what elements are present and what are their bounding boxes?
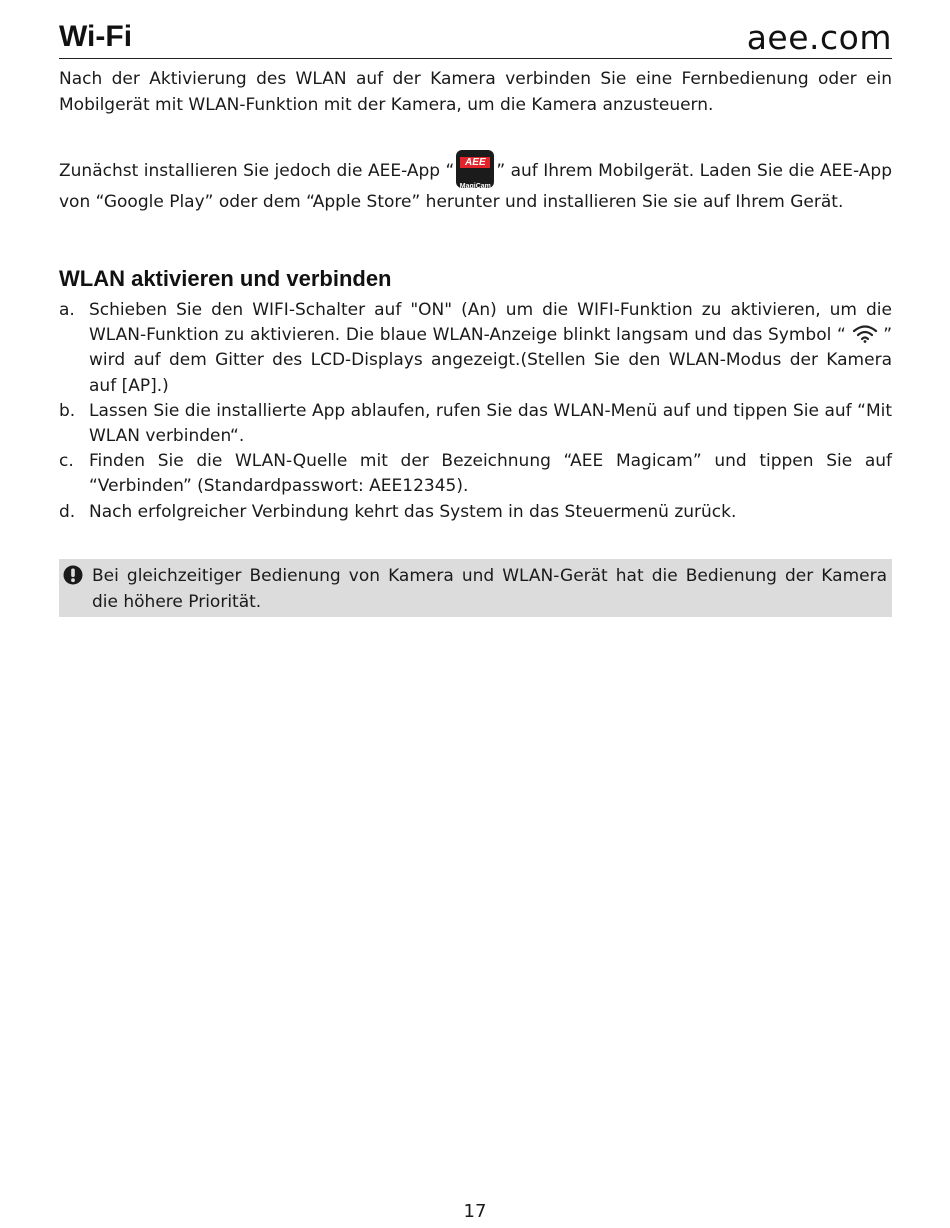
intro-paragraph: Nach der Aktivierung des WLAN auf der Kamera verbinden Sie eine Fernbedienung oder ein Mobilgerät mit WLAN-Funktion mit der Kamera, um die Kamera anzusteuern. [59, 69, 892, 115]
note-text: Bei gleichzeitiger Bedienung von Kamera und WLAN-Gerät hat die Bedienung der Kamera die höhere Priorität. [92, 566, 887, 612]
page-header [59, 18, 892, 59]
step-marker: a. [59, 300, 75, 320]
app-icon-subtitle: MagiCam [459, 183, 491, 190]
step-text-before: Schieben Sie den WIFI-Schalter auf "ON" (An) um die WIFI-Funktion zu aktivieren, um die WLAN-Funktion zu aktivieren. Die blaue WLAN-Anzeige blinkt langsam und das Symbol “ [89, 300, 892, 346]
step-a [59, 298, 892, 399]
step-c [59, 449, 892, 499]
wifi-icon [852, 325, 878, 343]
install-paragraph [59, 150, 892, 217]
step-text: Finden Sie die WLAN-Quelle mit der Bezeichnung “AEE Magicam” und tippen Sie auf “Verbinden” (Standardpasswort: AEE12345). [89, 451, 892, 497]
page-title: Wi-Fi [59, 20, 133, 53]
step-d [59, 500, 892, 525]
page-number: 17 [463, 1201, 487, 1222]
steps-list [59, 298, 892, 525]
step-b [59, 399, 892, 449]
install-text-before: Zunächst installieren Sie jedoch die AEE-App “ [59, 161, 455, 181]
app-icon-brand: AEE [460, 157, 490, 168]
step-text: Nach erfolgreicher Verbindung kehrt das System in das Steuermenü zurück. [89, 501, 737, 522]
step-marker: b. [59, 400, 76, 421]
step-marker: c. [59, 451, 74, 472]
priority-note [59, 559, 892, 617]
step-text-after: ” wird auf dem Gitter des LCD-Displays angezeigt.(Stellen Sie den WLAN-Modus der Kamera auf [AP].) [89, 325, 893, 396]
step-marker: d. [59, 501, 76, 522]
site-name: aee.com [746, 18, 892, 57]
install-text-after: ” auf Ihrem Mobilgerät. Laden Sie die AEE-App von “Google Play” oder dem “Apple Store” herunter und installieren Sie sie auf Ihrem Gerät. [59, 161, 892, 212]
section-title: WLAN aktivieren und verbinden [59, 266, 392, 291]
step-text: Lassen Sie die installierte App ablaufen, rufen Sie das WLAN-Menü auf und tippen Sie auf “Mit WLAN verbinden“. [89, 400, 892, 447]
exclamation-circle-icon [63, 565, 83, 585]
aee-magicam-app-icon [456, 150, 494, 188]
